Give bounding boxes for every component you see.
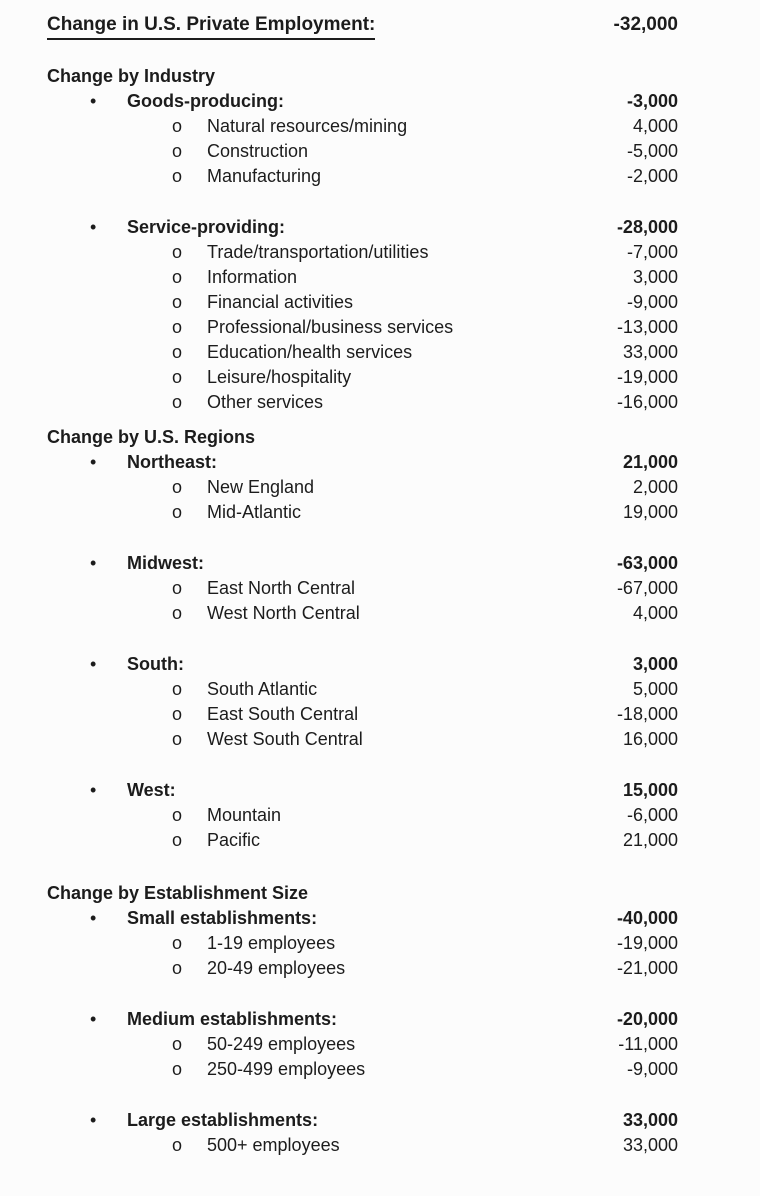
detail-row <box>0 139 760 164</box>
bullet-icon: • <box>90 908 97 928</box>
report-body <box>0 64 760 1158</box>
category-row <box>0 778 760 803</box>
bullet-icon: • <box>90 654 97 674</box>
detail-value: 5,000 <box>632 679 678 699</box>
circle-bullet-icon: o <box>172 1059 183 1079</box>
detail-value: -2,000 <box>626 166 678 186</box>
category-value: 3,000 <box>632 654 678 674</box>
detail-value: 16,000 <box>622 729 678 749</box>
detail-label: Leisure/hospitality <box>207 367 352 387</box>
category-group <box>0 1108 760 1158</box>
category-value: -20,000 <box>616 1009 678 1029</box>
detail-label: 500+ employees <box>207 1135 340 1155</box>
category-group <box>0 89 760 189</box>
circle-bullet-icon: o <box>172 679 183 699</box>
detail-row <box>0 315 760 340</box>
circle-bullet-icon: o <box>172 1034 183 1054</box>
detail-value: 2,000 <box>632 477 678 497</box>
detail-value: -19,000 <box>616 367 678 387</box>
section-heading-row <box>0 425 760 450</box>
circle-bullet-icon: o <box>172 805 183 825</box>
detail-label: Other services <box>207 392 324 412</box>
category-row <box>0 1007 760 1032</box>
detail-label: Trade/transportation/utilities <box>207 242 429 262</box>
circle-bullet-icon: o <box>172 242 183 262</box>
detail-value: 3,000 <box>632 267 678 287</box>
detail-label: 1-19 employees <box>207 933 336 953</box>
detail-row <box>0 340 760 365</box>
detail-label: East North Central <box>207 578 356 598</box>
category-group <box>0 215 760 415</box>
category-group <box>0 778 760 853</box>
detail-label: Manufacturing <box>207 166 322 186</box>
circle-bullet-icon: o <box>172 830 183 850</box>
category-row <box>0 906 760 931</box>
section-heading: Change by Industry <box>47 66 216 86</box>
category-value: -28,000 <box>616 217 678 237</box>
category-group <box>0 906 760 981</box>
detail-value: -9,000 <box>626 1059 678 1079</box>
category-row <box>0 215 760 240</box>
detail-label: 20-49 employees <box>207 958 346 978</box>
detail-row <box>0 114 760 139</box>
category-value: 15,000 <box>622 780 678 800</box>
detail-row <box>0 956 760 981</box>
detail-label: Professional/business services <box>207 317 454 337</box>
category-value: -63,000 <box>616 553 678 573</box>
circle-bullet-icon: o <box>172 1135 183 1155</box>
detail-row <box>0 290 760 315</box>
detail-row <box>0 702 760 727</box>
category-row <box>0 89 760 114</box>
detail-value: 4,000 <box>632 603 678 623</box>
detail-value: 19,000 <box>622 502 678 522</box>
category-value: -40,000 <box>616 908 678 928</box>
category-label: Midwest: <box>127 553 205 573</box>
detail-value: 4,000 <box>632 116 678 136</box>
detail-value: 21,000 <box>622 830 678 850</box>
category-label: Small establishments: <box>127 908 318 928</box>
circle-bullet-icon: o <box>172 958 183 978</box>
detail-row <box>0 1133 760 1158</box>
category-label: South: <box>127 654 184 674</box>
detail-label: Construction <box>207 141 309 161</box>
circle-bullet-icon: o <box>172 141 183 161</box>
category-group <box>0 652 760 752</box>
detail-row <box>0 1032 760 1057</box>
detail-label: East South Central <box>207 704 359 724</box>
report-section <box>0 881 760 1158</box>
circle-bullet-icon: o <box>172 477 183 497</box>
detail-value: -19,000 <box>616 933 678 953</box>
detail-value: -11,000 <box>618 1034 678 1054</box>
circle-bullet-icon: o <box>172 502 183 522</box>
detail-label: Natural resources/mining <box>207 116 408 136</box>
bullet-icon: • <box>90 452 97 472</box>
detail-row <box>0 727 760 752</box>
circle-bullet-icon: o <box>172 116 183 136</box>
bullet-icon: • <box>90 91 97 111</box>
detail-label: Information <box>207 267 298 287</box>
category-value: -3,000 <box>626 91 678 111</box>
detail-value: -13,000 <box>616 317 678 337</box>
detail-value: -6,000 <box>626 805 678 825</box>
detail-row <box>0 240 760 265</box>
detail-label: West South Central <box>207 729 363 749</box>
detail-row <box>0 803 760 828</box>
detail-label: 250-499 employees <box>207 1059 366 1079</box>
bullet-icon: • <box>90 553 97 573</box>
category-row <box>0 551 760 576</box>
detail-value: -16,000 <box>616 392 678 412</box>
detail-row <box>0 265 760 290</box>
detail-label: Financial activities <box>207 292 354 312</box>
detail-row <box>0 475 760 500</box>
detail-row <box>0 365 760 390</box>
detail-row <box>0 500 760 525</box>
detail-row <box>0 1057 760 1082</box>
circle-bullet-icon: o <box>172 578 183 598</box>
circle-bullet-icon: o <box>172 317 183 337</box>
detail-value: 33,000 <box>622 342 678 362</box>
section-heading-row <box>0 64 760 89</box>
detail-value: -9,000 <box>626 292 678 312</box>
detail-label: Pacific <box>207 830 261 850</box>
bullet-icon: • <box>90 1110 97 1130</box>
detail-label: South Atlantic <box>207 679 318 699</box>
detail-row <box>0 601 760 626</box>
category-group <box>0 551 760 626</box>
circle-bullet-icon: o <box>172 392 183 412</box>
circle-bullet-icon: o <box>172 704 183 724</box>
detail-value: -67,000 <box>616 578 678 598</box>
detail-row <box>0 677 760 702</box>
detail-label: Mountain <box>207 805 282 825</box>
circle-bullet-icon: o <box>172 729 183 749</box>
detail-label: Mid-Atlantic <box>207 502 302 522</box>
circle-bullet-icon: o <box>172 367 183 387</box>
detail-value: -7,000 <box>626 242 678 262</box>
section-heading: Change by Establishment Size <box>47 883 309 903</box>
category-row <box>0 450 760 475</box>
category-row <box>0 1108 760 1133</box>
detail-label: West North Central <box>207 603 360 623</box>
report-title-value: -32,000 <box>613 14 678 35</box>
detail-label: Education/health services <box>207 342 413 362</box>
circle-bullet-icon: o <box>172 603 183 623</box>
category-label: West: <box>127 780 176 800</box>
detail-row <box>0 576 760 601</box>
report-section <box>0 64 760 415</box>
category-value: 33,000 <box>622 1110 678 1130</box>
category-label: Medium establishments: <box>127 1009 338 1029</box>
category-label: Goods-producing: <box>127 91 284 111</box>
detail-row <box>0 828 760 853</box>
section-heading-row <box>0 881 760 906</box>
category-group <box>0 450 760 525</box>
circle-bullet-icon: o <box>172 267 183 287</box>
detail-value: -5,000 <box>626 141 678 161</box>
category-label: Large establishments: <box>127 1110 319 1130</box>
circle-bullet-icon: o <box>172 342 183 362</box>
category-label: Service-providing: <box>127 217 286 237</box>
report-section <box>0 425 760 853</box>
category-value: 21,000 <box>622 452 678 472</box>
report-title-row <box>0 12 760 40</box>
category-row <box>0 652 760 677</box>
section-heading: Change by U.S. Regions <box>47 427 256 447</box>
detail-label: New England <box>207 477 315 497</box>
circle-bullet-icon: o <box>172 933 183 953</box>
category-group <box>0 1007 760 1082</box>
detail-label: 50-249 employees <box>207 1034 356 1054</box>
detail-value: -18,000 <box>616 704 678 724</box>
circle-bullet-icon: o <box>172 292 183 312</box>
category-label: Northeast: <box>127 452 218 472</box>
bullet-icon: • <box>90 780 97 800</box>
bullet-icon: • <box>90 1009 97 1029</box>
detail-value: -21,000 <box>616 958 678 978</box>
detail-value: 33,000 <box>622 1135 678 1155</box>
bullet-icon: • <box>90 217 97 237</box>
report-title: Change in U.S. Private Employment: <box>47 12 375 40</box>
detail-row <box>0 390 760 415</box>
detail-row <box>0 931 760 956</box>
circle-bullet-icon: o <box>172 166 183 186</box>
detail-row <box>0 164 760 189</box>
